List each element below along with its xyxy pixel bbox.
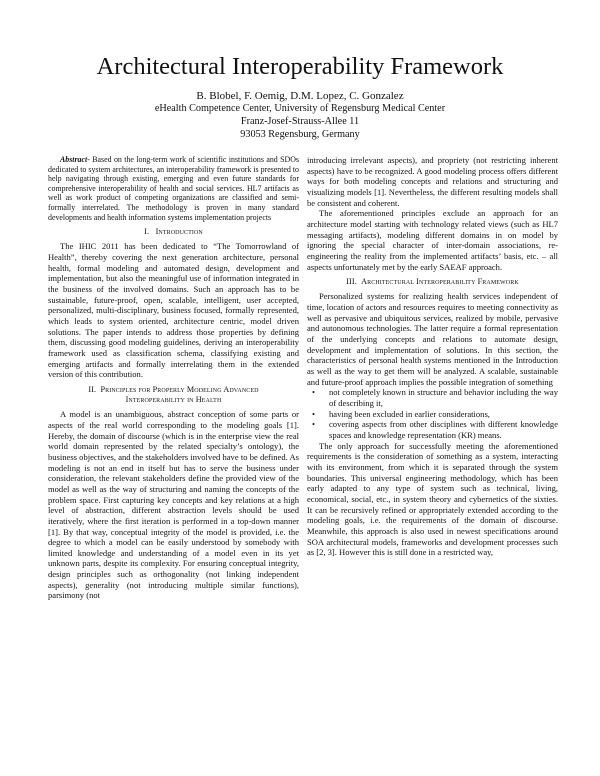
section-title: Principles for Properly Modeling Advanced — [100, 384, 259, 394]
author-names: B. Blobel, F. Oemig, D.M. Lopez, C. Gonzalez — [196, 90, 404, 102]
section-number: II. — [88, 384, 97, 394]
section-heading-principles — [48, 385, 299, 405]
paper-title: Architectural Interoperability Framework — [96, 53, 504, 80]
section-number: I. — [144, 227, 150, 237]
framework-paragraph-1: Personalized systems for realizing health services independent of time, location of actors and resources requires to meeting connectivity as well as pervasive and ubiquitous services, realized by mobile, pervasive and autonomous technologies. The latter require a formal representation of the underlying concepts and relations to automate design, development and implementation of solutions. In this section, the characteristics of personal health systems mentioned in the Introduction as well as the way to get them will be analyzed. A scalable, sustainable and future-proof approach implies the possible integration of something — [307, 291, 558, 387]
section-title-cont: Interoperability in Health — [125, 395, 222, 405]
framework-paragraph-2: The only approach for successfully meeting the aforementioned requirements is the consideration of something as a system, interacting with its environment, from which it is separated through the system boundaries. This universal engineering methodology, which has been early adapted to any type of system such as technical, living, economical, social, etc., in system theory and cybernetics of the sixties. It can be recursively refined or appropriately extended according to the modeling goals, i.e. the requirements of the domain of discourse. Meanwhile, this approach is also used in newest specifications around SOA architectural models, frameworks and development processes such as [2, 3]. However this is still done in a restricted way, — [307, 440, 558, 558]
right-column — [307, 155, 558, 558]
bullet-item: • not completely known in structure and behavior including the way of describing it, — [307, 387, 558, 408]
author-block — [0, 89, 600, 141]
principles-paragraph: A model is an unambiguous, abstract conception of some parts or aspects of the real world corresponding to the modeling goals [1]. Hereby, the domain of discourse (which is in the enterprise view the real world domain represented by the related specialty’s ontology), the business objectives, and the stakeholders involved have to be defined. As modeling is not an end in itself but has to serve the business under consideration, the relevant stakeholders define the provided view of the model as well as the way of structuring and naming the concepts of the problem space. First capturing key concepts and key relations at a high level of abstraction, different abstraction levels should be used iteratively, where the first iteration is performed in a top-down manner [1]. By that way, conceptual integrity of the model is provided, i.e. the degree to which a model can be easily understood by somebody with limited knowledge and understanding of a model even in its yet unknown parts, despite its complexity. For ensuring conceptual integrity, design principles such as orthogonality (not linking independent aspects), generality (not introducing multiple similar functions), parsimony (not — [48, 409, 299, 601]
abstract-label: Abstract — [60, 155, 88, 164]
author-affiliation: eHealth Competence Center, University of Regensburg Medical Center — [154, 103, 446, 114]
principles-paragraph-continued: introducing irrelevant aspects), and propriety (not restricting inherent aspects) have to be recognized. A good modeling process offers different ways for both modeling concepts and relations and structuring and visualizing models [1]. Nevertheless, the different resulting models shall be consistent and coherent. — [307, 155, 558, 208]
principles-paragraph-2: The aforementioned principles exclude an approach for an architecture model starting with technology related views (such as HL7 messaging artifacts), modeling different domains in on model by ignoring the special character of inter-domain associations, re-engineering the reality from the implemented artifacts’ basis, etc. – all aspects unfortunately met by the early SAEAF approach. — [307, 208, 558, 272]
section-heading-introduction — [48, 227, 299, 237]
bullet-item: • having been excluded in earlier considerations, — [307, 409, 558, 420]
bullet-list — [307, 387, 558, 440]
section-heading-framework — [307, 277, 558, 287]
section-number: III. — [346, 277, 357, 287]
author-street: Franz-Josef-Strauss-Allee 11 — [240, 115, 360, 127]
section-title: Architectural Interoperability Framework — [361, 277, 519, 287]
left-column — [48, 155, 299, 601]
abstract — [48, 155, 299, 222]
abstract-text: - Based on the long-term work of scientific institutions and SDOs dedicated to system architectures, an interoperability framework is presented to help navigating through existing, emerging and even future standards for comprehensive interoperability of health and social services. HL7 artifacts as well as work product of competing organizations are classified and semi-formally interrelated. The methodology is proven in many standard developments and health information systems implementation projects — [48, 155, 299, 222]
introduction-paragraph: The IHIC 2011 has been dedicated to “The Tomorrowland of Health”, thereby covering the next generation architecture, personal health, formal modeling and automated design, development and implementation, but also the meaningful use of information integrated in the business of the involved domains. Such an approach has to be sustainable, future-proof, open, scalable, intelligent, user accepted, personalized, multi-disciplinary, business focused, formally represented, which leads to system oriented, architecture centric, model driven solutions. The paper intends to address those properties by defining them, discussing good modeling guidelines, deriving an interoperability framework used as classification schema, classifying existing and emerging artifacts and formally interrelating them in the extended version of this contribution. — [48, 241, 299, 380]
author-city: 93053 Regensburg, Germany — [240, 128, 360, 140]
section-title: Introduction — [155, 227, 203, 237]
bullet-item: • covering aspects from other disciplines with different knowledge spaces and knowledge representation (KR) means. — [307, 419, 558, 440]
